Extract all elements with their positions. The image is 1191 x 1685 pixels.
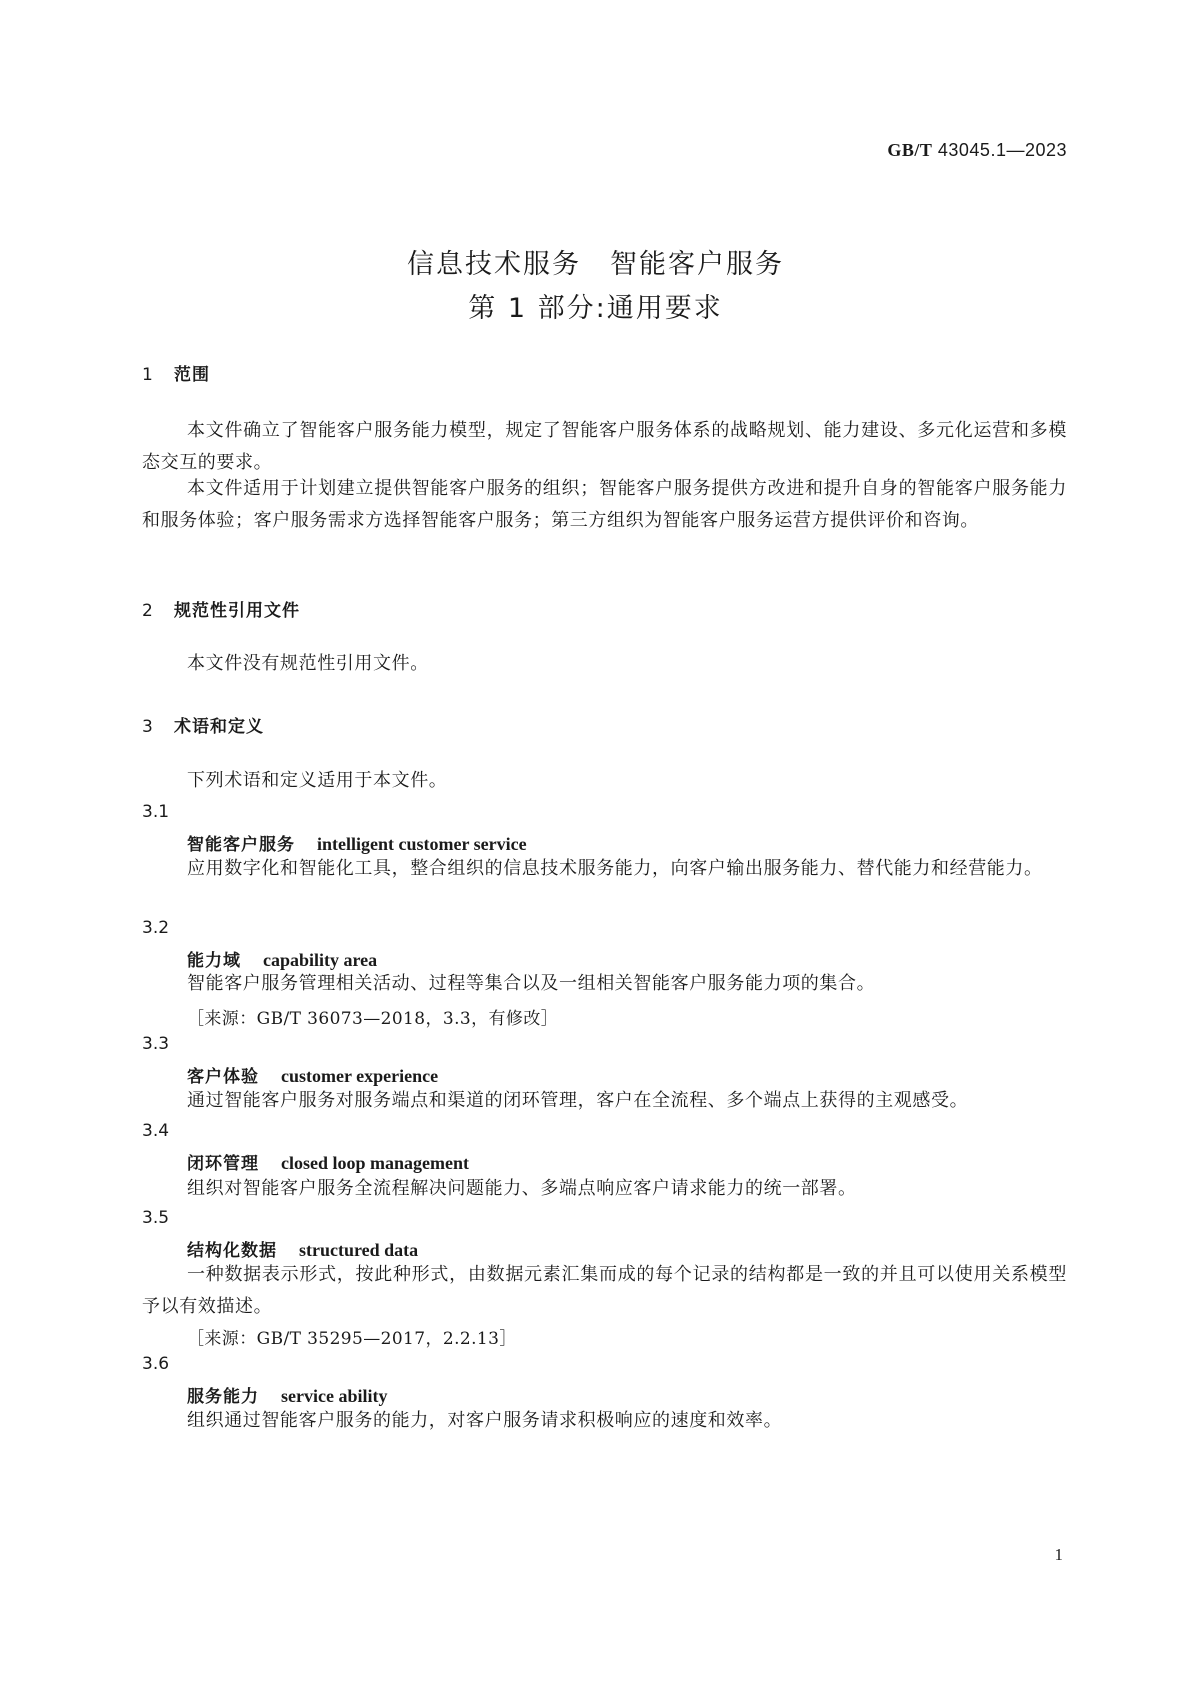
term-number: 3.3 [142,1034,170,1054]
term-number: 3.6 [142,1354,170,1374]
term-number: 3.5 [142,1208,170,1228]
term-english: capability area [263,950,378,970]
term-chinese: 客户体验 [187,1067,259,1087]
term-source: ［来源：GB/T 35295—2017，2.2.13］ [187,1329,517,1349]
page-number: 1 [1054,1545,1063,1564]
section-title: 范围 [174,365,210,385]
section-number: 2 [142,601,154,621]
term-definition: 应用数字化和智能化工具，整合组织的信息技术服务能力，向客户输出服务能力、替代能力和经营能力。 [187,858,1043,879]
term-title [187,830,527,855]
term-chinese: 服务能力 [187,1387,259,1407]
term-english: intelligent customer service [317,834,527,854]
section-title: 术语和定义 [174,717,264,737]
term-english: closed loop management [281,1153,469,1173]
term-number: 3.2 [142,918,170,938]
section-heading-normative-references [142,596,300,621]
term-chinese: 智能客户服务 [187,835,295,855]
term-chinese: 能力域 [187,951,241,971]
term-title [187,1382,387,1407]
terms-intro-paragraph: 下列术语和定义适用于本文件。 [187,770,448,791]
title-line-2: 第 1 部分:通用要求 [468,293,723,324]
standard-number: 43045.1—2023 [937,140,1067,160]
section-number: 3 [142,717,154,737]
section-number: 1 [142,365,154,385]
term-title [187,1236,418,1261]
term-chinese: 结构化数据 [187,1241,277,1261]
term-definition: 智能客户服务管理相关活动、过程等集合以及一组相关智能客户服务能力项的集合。 [187,973,876,994]
section-heading-scope [142,360,210,385]
section-title: 规范性引用文件 [174,601,300,621]
term-english: customer experience [281,1066,439,1086]
term-number: 3.1 [142,802,170,822]
term-source: ［来源：GB/T 36073—2018，3.3，有修改］ [187,1009,559,1029]
scope-paragraph-1: 本文件确立了智能客户服务能力模型，规定了智能客户服务体系的战略规划、能力建设、多元化运营和多模态交互的要求。 [142,420,1067,473]
section-heading-terms [142,712,264,737]
scope-paragraph-2: 本文件适用于计划建立提供智能客户服务的组织；智能客户服务提供方改进和提升自身的智能客户服务能力和服务体验；客户服务需求方选择智能客户服务；第三方组织为智能客户服务运营方提供评价和咨询。 [142,478,1067,531]
term-title [187,1149,469,1174]
term-english: service ability [281,1386,388,1406]
term-title [187,1062,438,1087]
term-english: structured data [299,1240,419,1260]
standard-code [887,140,1067,161]
term-definition: 组织通过智能客户服务的能力，对客户服务请求积极响应的速度和效率。 [187,1410,783,1431]
standard-prefix: GB/T [887,140,933,160]
document-title [0,243,1191,331]
term-definition: 一种数据表示形式，按此种形式，由数据元素汇集而成的每个记录的结构都是一致的并且可以使用关系模型予以有效描述。 [142,1264,1067,1317]
normative-references-paragraph: 本文件没有规范性引用文件。 [187,653,429,674]
title-line-1: 信息技术服务 智能客户服务 [407,249,784,280]
term-number: 3.4 [142,1121,170,1141]
term-chinese: 闭环管理 [187,1154,259,1174]
term-definition: 通过智能客户服务对服务端点和渠道的闭环管理，客户在全流程、多个端点上获得的主观感受。 [187,1090,969,1111]
term-definition: 组织对智能客户服务全流程解决问题能力、多端点响应客户请求能力的统一部署。 [187,1178,857,1199]
